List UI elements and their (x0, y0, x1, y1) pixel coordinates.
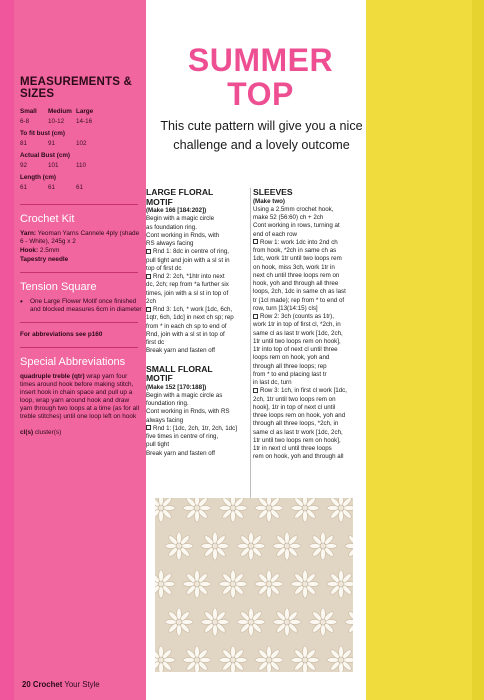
size-table (20, 108, 142, 192)
make-count: (Make 152 [170:188]) (146, 383, 207, 391)
special-abbreviations-heading: Special Abbreviations (20, 356, 126, 368)
size-header: Medium (48, 108, 72, 115)
lace-flower (273, 532, 301, 560)
crochet-lace-photo (155, 498, 353, 672)
pattern-line: through all three loops; rep (253, 362, 327, 370)
lace-flower (291, 646, 319, 672)
pattern-line: from hook, *2ch in same ch as (253, 247, 337, 254)
round-line: Rnd 1: 8dc in centre of ring, (146, 248, 250, 256)
lace-flower (255, 498, 283, 522)
size-header: Small (20, 108, 37, 115)
lace-flower (183, 646, 211, 672)
abbreviation-definition: cluster(s) (34, 429, 62, 436)
checkbox-icon (146, 307, 151, 312)
round-line: Rnd 1: [1dc, 2ch, 1tr, 2ch, 1dc] (146, 425, 250, 433)
divider (20, 322, 138, 323)
size-value: 61 (48, 184, 56, 191)
section-heading: SMALL FLORAL (146, 363, 213, 374)
size-header: Large (76, 108, 94, 115)
page-title: SUMMER (187, 42, 334, 78)
lace-flower (237, 608, 265, 636)
round-line: Rnd 3: 1ch, * work [1dc, 6ch, (146, 306, 250, 314)
pink-edge-strip (0, 0, 14, 700)
size-value: 110 (76, 162, 87, 169)
abbreviation-term: cl(s) (20, 429, 34, 436)
pattern-line: on hook, miss 3ch, work 1tr in (253, 263, 335, 271)
bullet-icon: • (20, 297, 23, 306)
section-heading: MOTIF (146, 373, 173, 383)
pattern-line: row, turn [13(14:15) cls] (253, 304, 318, 312)
pattern-line: RS always facing (146, 240, 194, 247)
sleeves-column (253, 188, 362, 462)
lace-flower (219, 570, 247, 598)
pattern-line: 1tr until two loops rem on hook], (253, 337, 341, 345)
lace-flower (183, 570, 211, 598)
pattern-line: as foundation ring. (146, 223, 197, 231)
size-value: 91 (48, 140, 56, 147)
lace-flower (273, 608, 301, 636)
pattern-line: loops rem on hook, yoh and (253, 354, 330, 362)
size-value: 10-12 (48, 118, 65, 125)
tension-square-heading: Tension Square (20, 281, 97, 293)
lace-flower (183, 498, 211, 522)
section-heading: MOTIF (146, 196, 173, 207)
lace-flower (201, 608, 229, 636)
pattern-line: three loops rem on hook, yoh and (253, 412, 346, 419)
pattern-line: pull tight and join with a sl st in (146, 256, 230, 264)
abbreviation-definition: wrap yarn four times around hook before making stitch, insert hook in chain space and pull up a loop, wrap yarn around hook and draw yarn through two loops at a time (as for all treble stitches) until one loop left on hook (20, 373, 139, 420)
size-value: 81 (20, 140, 28, 147)
pattern-line: five times in centre of ring, (146, 433, 219, 440)
lace-flower (309, 608, 337, 636)
size-value: 61 (76, 184, 84, 191)
actual-bust-row (20, 162, 142, 170)
pattern-line: 1tr in next cl until three loops (253, 445, 332, 452)
checkbox-icon (146, 274, 151, 279)
pattern-line: Cont working in Rnds, with RS (146, 408, 230, 416)
size-value: 14-16 (76, 118, 93, 125)
pattern-line: 1tr until two loops rem on hook], (253, 436, 341, 444)
magazine-name: Crochet (32, 680, 63, 689)
hook-info (20, 247, 142, 255)
lace-flower (165, 532, 193, 560)
pattern-line: 1tr into top of next cl until three (253, 346, 338, 353)
size-value: 101 (48, 162, 59, 169)
pattern-line: first dc (146, 339, 165, 346)
yarn-info (20, 230, 142, 246)
size-value: 92 (20, 162, 28, 169)
checkbox-icon (146, 425, 151, 430)
lace-flower (219, 646, 247, 672)
length-label: Length (cm) (20, 174, 57, 181)
hook-label: Hook: (20, 247, 39, 254)
pattern-line: Begin with a magic circle as (146, 391, 223, 399)
lace-flower (219, 498, 247, 522)
pattern-line: Cont working in Rnds, with (146, 231, 220, 239)
lace-flower (309, 532, 337, 560)
column-divider (250, 188, 251, 498)
measurements-title: MEASUREMENTS & SIZES (20, 76, 133, 100)
lace-flower (165, 608, 193, 636)
checkbox-icon (253, 239, 258, 244)
size-value: 61 (20, 184, 28, 191)
lace-flower (291, 570, 319, 598)
pattern-line: Using a 2.5mm crochet hook, (253, 205, 334, 213)
pattern-line: in last dc, turn (253, 379, 292, 386)
pattern-line: 1qtr, 6ch, 1dc] in next ch sp; rep (146, 314, 234, 322)
abbreviation-term: quadruple treble (qtr) (20, 373, 85, 380)
pattern-line: hook, yoh and through all three (253, 280, 339, 287)
hook-text: 2.5mm (39, 247, 60, 254)
cluster-abbreviation-entry (20, 429, 142, 437)
checkbox-icon (253, 388, 258, 393)
pattern-line: 2ch (146, 297, 156, 305)
lace-flower (237, 532, 265, 560)
divider (20, 204, 138, 205)
pattern-line: Break yarn and fasten off (146, 347, 216, 355)
row-line: Row 3: 1ch, in first cl work [1dc, (253, 387, 362, 395)
to-fit-bust-row (20, 140, 142, 148)
size-value-row (20, 118, 142, 126)
page-title-line2: TOP (227, 76, 294, 112)
magazine-name-suffix: Your Style (64, 680, 100, 689)
checkbox-icon (146, 249, 151, 254)
pattern-line: Rnd, join with a sl st in top of (146, 330, 225, 338)
page-subtitle: This cute pattern will give you a nice challenge and a lovely outcome (160, 119, 363, 152)
page-footer (22, 680, 100, 689)
size-value: 102 (76, 140, 87, 147)
lace-photo-graphic (155, 498, 353, 672)
lace-flower (291, 498, 319, 522)
pattern-line: rem on hook, yoh and through all (253, 453, 344, 461)
lace-flower (327, 570, 353, 598)
section-heading: LARGE FLORAL (146, 187, 214, 197)
yellow-page-panel (366, 0, 484, 700)
crochet-kit-heading: Crochet Kit (20, 213, 75, 225)
size-value: 6-8 (20, 118, 30, 125)
make-count: (Make two) (253, 197, 285, 205)
to-fit-bust-label: To fit bust (cm) (20, 130, 66, 137)
section-heading: SLEEVES (253, 187, 293, 197)
pattern-line: Begin with a magic circle (146, 215, 215, 223)
row-line: Row 1: work 1dc into 2nd ch (253, 239, 362, 247)
pattern-line: Cont working in rows, turning at (253, 222, 340, 230)
actual-bust-label: Actual Bust (cm) (20, 152, 71, 159)
pattern-line: 1dc, work 1tr until two loops rem (253, 255, 342, 263)
pattern-line: same cl as last tr work [1dc, 2ch, (253, 329, 343, 337)
pattern-line: always facing (146, 416, 184, 424)
large-motif-column (146, 188, 250, 458)
lace-flower (201, 532, 229, 560)
pattern-line: end of each row (253, 230, 298, 238)
yarn-label: Yarn: (20, 230, 36, 237)
pattern-line: 2ch, 1tr until two loops rem on (253, 395, 336, 403)
size-header-row (20, 108, 142, 116)
make-count: (Make 166 [184:202]) (146, 207, 207, 214)
checkbox-icon (253, 314, 258, 319)
round-line: Rnd 2: 2ch, *1htr into next (146, 273, 250, 281)
tension-item (20, 298, 142, 314)
pattern-line: tr (1cl made); rep from * to end of (253, 296, 345, 304)
abbreviations-reference: For abbreviations see p160 (20, 331, 103, 338)
pattern-line: next ch until three loops rem on (253, 271, 340, 279)
lace-flower (255, 646, 283, 672)
divider (20, 272, 138, 273)
lace-flower (255, 570, 283, 598)
pattern-line: foundation ring. (146, 400, 189, 407)
pattern-line: top of first dc (146, 264, 182, 272)
special-abbreviation-entry (20, 373, 142, 421)
pattern-line: through all three loops, *2ch, in (253, 420, 339, 428)
yarn-text: Yeoman Yarns Cannele 4ply (shade 6 - White), 245g x 2 (20, 230, 140, 245)
length-row (20, 184, 142, 192)
divider (20, 347, 138, 348)
tension-text: One Large Flower Motif once finished and blocked measures 6cm in diameter (30, 298, 142, 313)
pattern-line: Break yarn and fasten off (146, 449, 216, 457)
pattern-line: dc, 2ch; rep from *a further six (146, 281, 229, 289)
pattern-line: times, join with a sl st in top of (146, 289, 229, 297)
lace-flower (327, 646, 353, 672)
sidebar (20, 76, 142, 437)
page-number: 20 (22, 680, 31, 689)
yellow-edge-strip (472, 0, 484, 700)
pattern-line: pull tight (146, 441, 170, 449)
pattern-line: loops, 2ch, 1dc in same ch as last (253, 288, 346, 296)
pattern-line: make 52 (56:60) ch + 2ch (253, 214, 324, 221)
pattern-line: from * in each ch sp to end of (146, 322, 227, 330)
row-line: Row 2: 3ch (counts as 1tr), (253, 313, 362, 321)
pattern-line: same cl as last tr work [1dc, 2ch, (253, 428, 343, 436)
pattern-line: from * to end placing last tr (253, 370, 327, 378)
main-column (146, 0, 366, 700)
pattern-line: hook], 1tr in top of next cl until (253, 403, 336, 411)
tapestry-needle: Tapestry needle (20, 256, 69, 263)
pattern-line: work 1tr in top of first cl, *2ch, in (253, 321, 341, 329)
